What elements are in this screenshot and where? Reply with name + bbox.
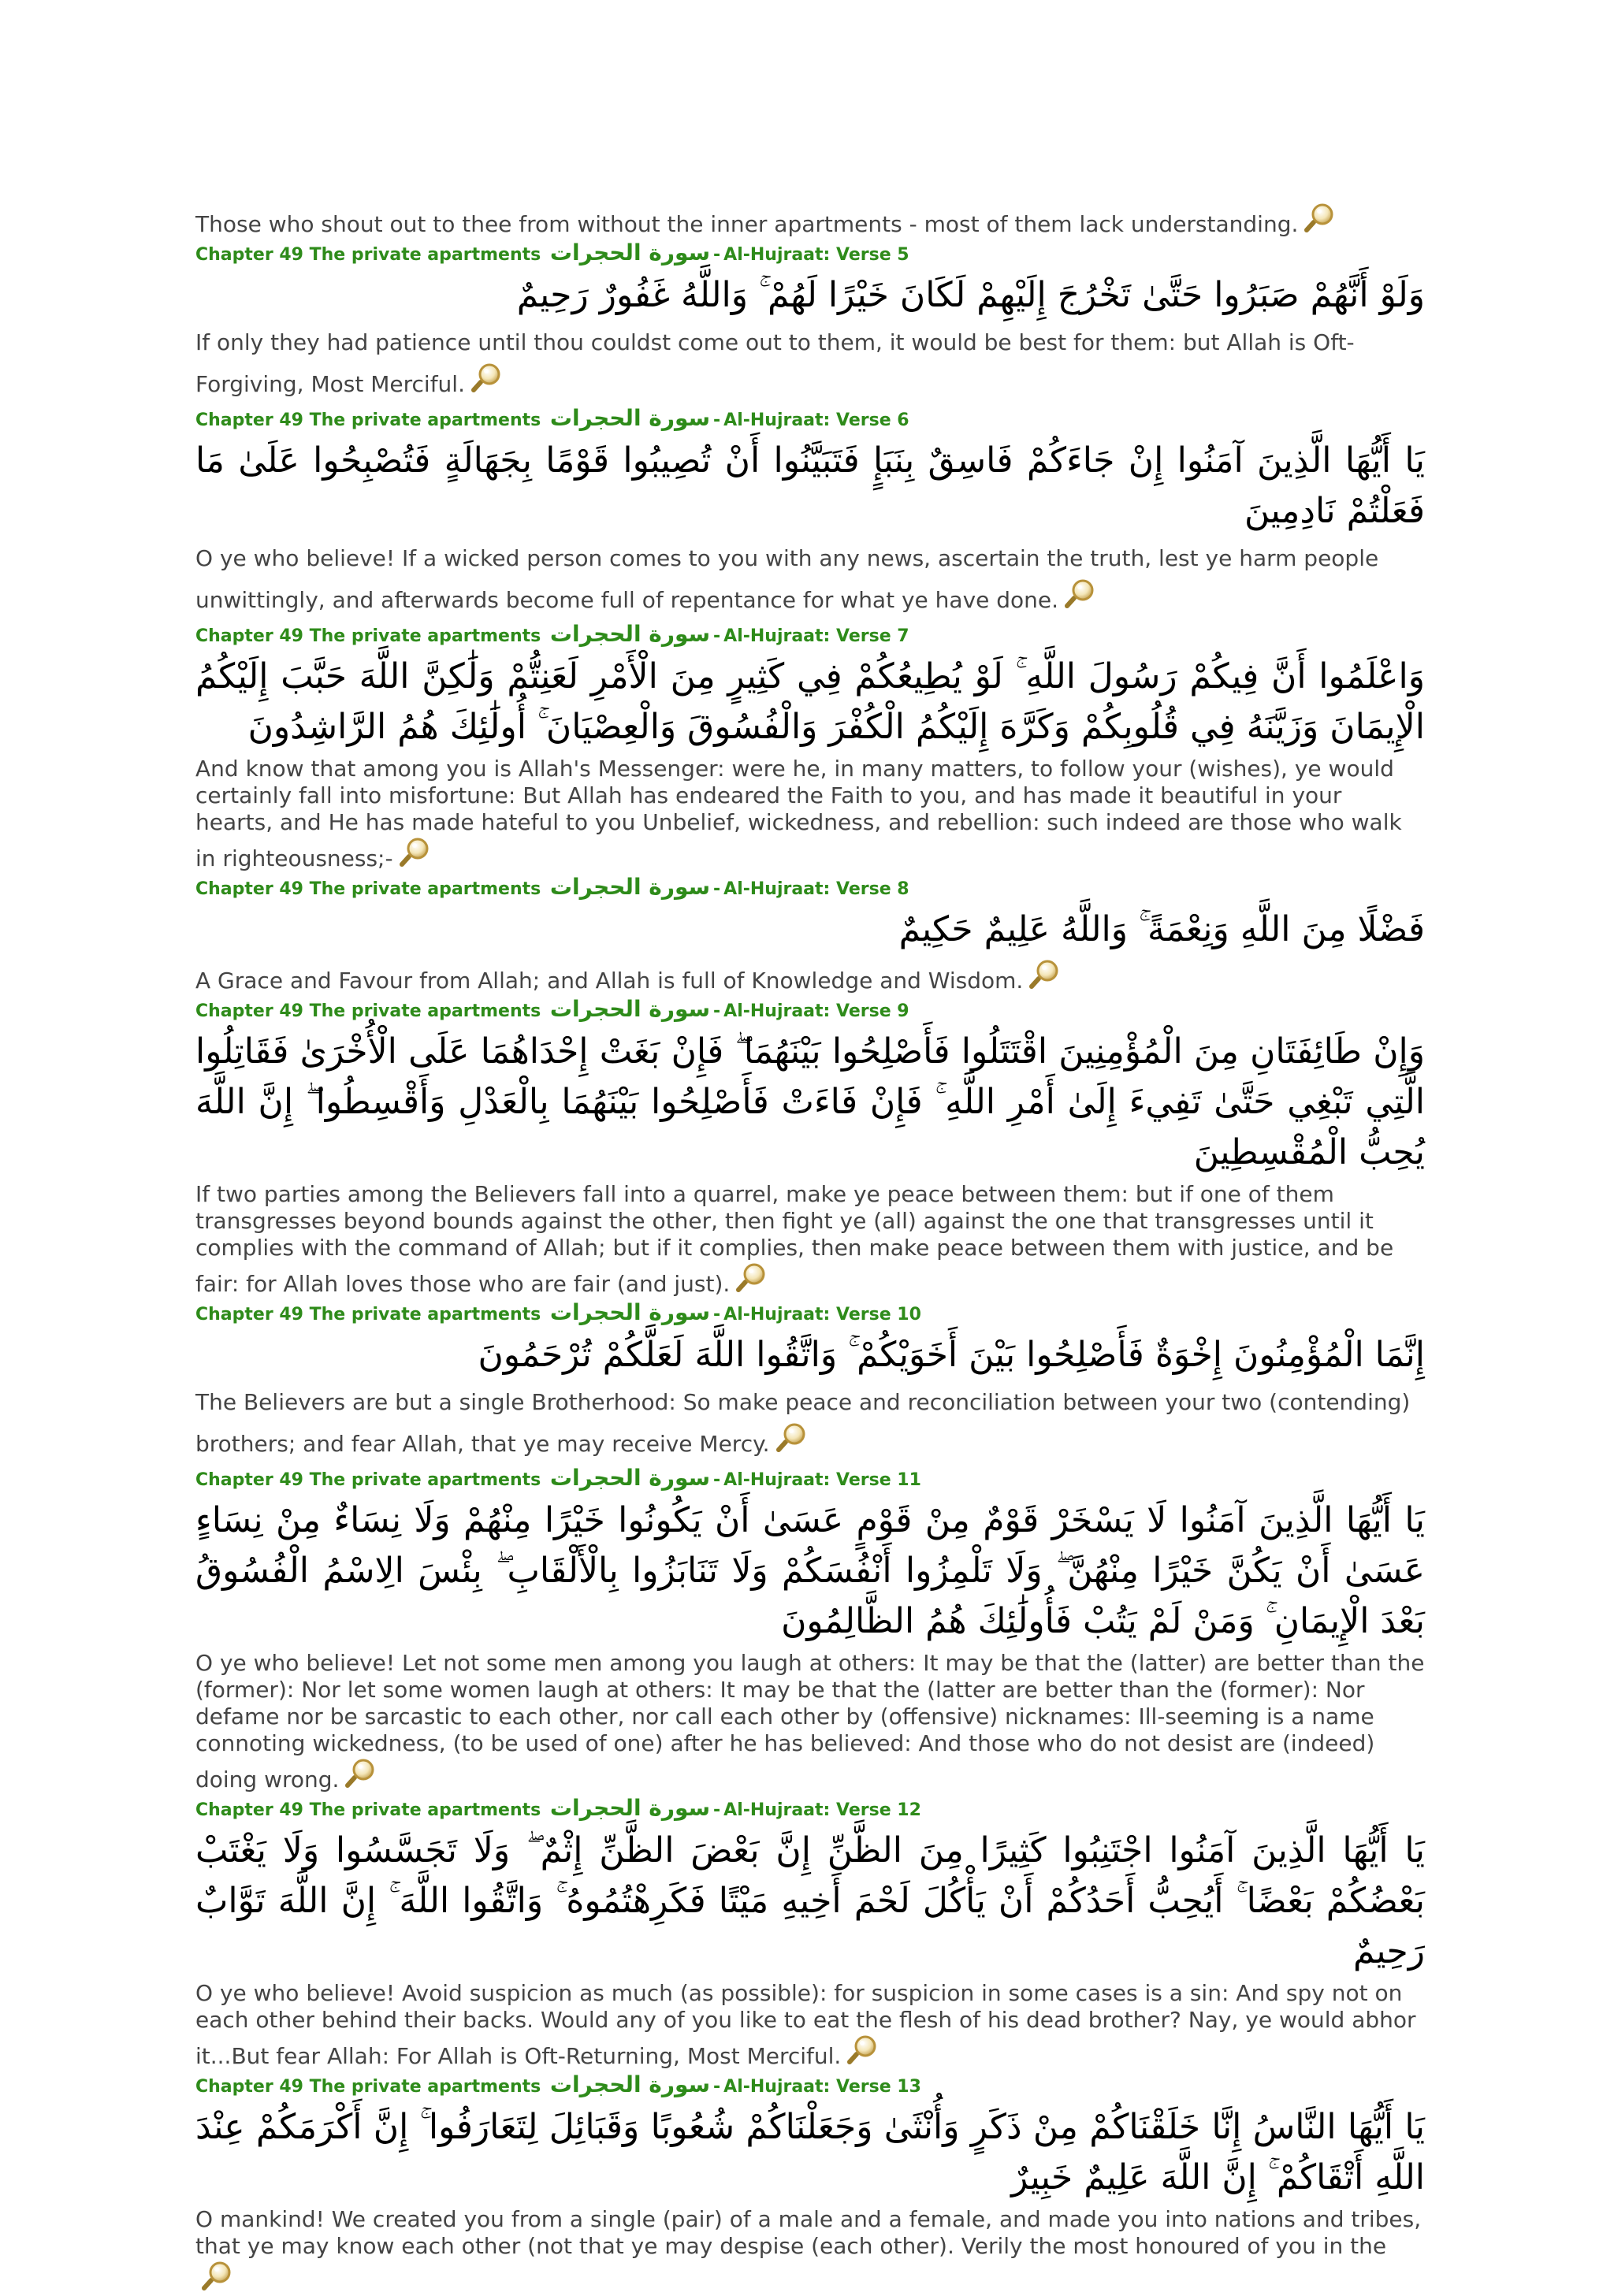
verse-translation xyxy=(195,756,1425,872)
magnifier-icon[interactable] xyxy=(398,836,433,868)
chapter-label: Chapter 49 xyxy=(195,1001,303,1021)
sura-english-name: The private apartments xyxy=(309,2077,541,2097)
arabic-verse-text: يَا أَيُّهَا الَّذِينَ آمَنُوا إِنْ جَاءَكُمْ فَاسِقٌ بِنَبَإٍ فَتَبَيَّنُوا أَنْ تُصِيبُوا قَوْمًا بِجَهَالَةٍ فَتُصْبِحُوا عَلَىٰ مَا فَعَلْتُمْ نَادِمِينَ xyxy=(195,440,1425,531)
translation-text: A Grace and Favour from Allah; and Allah is full of Knowledge and Wisdom. xyxy=(195,968,1024,994)
verse-block xyxy=(195,407,1425,619)
arabic-verse-text: يَا أَيُّهَا النَّاسُ إِنَّا خَلَقْنَاكُمْ مِنْ ذَكَرٍ وَأُنْثَىٰ وَجَعَلْنَاكُمْ شُعُوبًا وَقَبَائِلَ لِتَعَارَفُوا ۚ إِنَّ أَكْرَمَكُمْ عِنْدَ اللَّهِ أَتْقَاكُمْ ۚ إِنَّ اللَّهَ عَلِيمٌ خَبِيرٌ xyxy=(195,2107,1425,2198)
verse-label: Al-Hujraat: Verse 5 xyxy=(723,245,909,265)
arabic-verse-text: إِنَّمَا الْمُؤْمِنُونَ إِخْوَةٌ فَأَصْلِحُوا بَيْنَ أَخَوَيْكُمْ ۚ وَاتَّقُوا اللَّهَ لَعَلَّكُمْ تُرْحَمُونَ xyxy=(478,1335,1425,1375)
arabic-verse-text: وَإِنْ طَائِفَتَانِ مِنَ الْمُؤْمِنِينَ اقْتَتَلُوا فَأَصْلِحُوا بَيْنَهُمَا ۖ فَإِنْ بَغَتْ إِحْدَاهُمَا عَلَى الْأُخْرَىٰ فَقَاتِلُوا الَّتِي تَبْغِي حَتَّىٰ تَفِيءَ إِلَىٰ أَمْرِ اللَّهِ ۚ فَإِنْ فَاءَتْ فَأَصْلِحُوا بَيْنَهُمَا بِالْعَدْلِ وَأَقْسِطُوا ۖ إِنَّ اللَّهَ يُحِبُّ الْمُقْسِطِينَ xyxy=(195,1031,1425,1172)
verse-label: Al-Hujraat: Verse 9 xyxy=(723,1001,909,1021)
verse-header xyxy=(195,241,1425,267)
verse-block xyxy=(195,1301,1425,1463)
chapter-label: Chapter 49 xyxy=(195,1305,303,1324)
sura-english-name: The private apartments xyxy=(309,1305,541,1324)
verse-block xyxy=(195,622,1425,872)
sura-english-name: The private apartments xyxy=(309,879,541,899)
verse-translation xyxy=(195,540,1425,619)
verse-header xyxy=(195,998,1425,1024)
sura-arabic-name: سورة الحجرات xyxy=(549,1795,711,1821)
header-separator: - xyxy=(713,626,721,646)
magnifier-icon[interactable] xyxy=(1028,958,1062,990)
translation-text: O ye who believe! Avoid suspicion as much (as possible): for suspicion in some cases is a sin: And spy not on each other behind their backs. Would any of you like to eat the flesh of his dead brother? Nay, ye would abhor it...But fear Allah: For Allah is Oft-Returning, Most Merciful. xyxy=(195,1980,1416,2069)
verse-header xyxy=(195,407,1425,433)
sura-english-name: The private apartments xyxy=(309,626,541,646)
sura-arabic-name: سورة الحجرات xyxy=(549,2071,711,2097)
verse-translation xyxy=(195,1650,1425,1793)
header-separator: - xyxy=(713,879,721,899)
sura-arabic-name: سورة الحجرات xyxy=(549,874,711,900)
sura-arabic-name: سورة الحجرات xyxy=(549,996,711,1022)
verse-block xyxy=(195,2073,1425,2296)
verse-label: Al-Hujraat: Verse 7 xyxy=(723,626,909,646)
verse-label: Al-Hujraat: Verse 8 xyxy=(723,879,909,899)
sura-arabic-name: سورة الحجرات xyxy=(549,240,711,266)
magnifier-icon[interactable] xyxy=(775,1421,809,1453)
chapter-label: Chapter 49 xyxy=(195,879,303,899)
magnifier-icon[interactable] xyxy=(1303,202,1337,233)
sura-arabic-name: سورة الحجرات xyxy=(549,1299,711,1325)
chapter-label: Chapter 49 xyxy=(195,1470,303,1490)
translation-text: Those who shout out to thee from without the inner apartments - most of them lack understanding. xyxy=(195,211,1299,237)
translation-text: O ye who believe! Let not some men among you laugh at others: It may be that the (latter) are better than the (former): Nor let some women laugh at others: It may be that the (latter are better than the (former): Nor defame nor be sarcastic to each other, nor call each other by (offensive) nicknames: Ill-seeming is a name connoting wickedness, (to be used of one) after he has believed: And those who do not desist are (indeed) doing wrong. xyxy=(195,1650,1425,1793)
magnifier-icon[interactable] xyxy=(846,2034,880,2065)
verse-block xyxy=(195,241,1425,403)
verse-header xyxy=(195,2073,1425,2099)
header-separator: - xyxy=(713,1800,721,1820)
verse-translation xyxy=(195,1384,1425,1463)
verse-header xyxy=(195,875,1425,901)
verse-label: Al-Hujraat: Verse 11 xyxy=(723,1470,921,1490)
verse-header xyxy=(195,1301,1425,1327)
arabic-verse-text: يَا أَيُّهَا الَّذِينَ آمَنُوا اجْتَنِبُوا كَثِيرًا مِنَ الظَّنِّ إِنَّ بَعْضَ الظَّنِّ إِثْمٌ ۖ وَلَا تَجَسَّسُوا وَلَا يَغْتَبْ بَعْضُكُمْ بَعْضًا ۚ أَيُحِبُّ أَحَدُكُمْ أَنْ يَأْكُلَ لَحْمَ أَخِيهِ مَيْتًا فَكَرِهْتُمُوهُ ۚ وَاتَّقُوا اللَّهَ ۚ إِنَّ اللَّهَ تَوَّابٌ رَحِيمٌ xyxy=(195,1830,1425,1971)
header-separator: - xyxy=(713,1470,721,1490)
chapter-label: Chapter 49 xyxy=(195,1800,303,1820)
chapter-label: Chapter 49 xyxy=(195,245,303,265)
verse-label: Al-Hujraat: Verse 13 xyxy=(723,2077,921,2097)
sura-english-name: The private apartments xyxy=(309,1800,541,1820)
header-separator: - xyxy=(713,411,721,430)
translation-text: If only they had patience until thou couldst come out to them, it would be best for them: but Allah is Oft-Forgiving, Most Merciful. xyxy=(195,329,1355,397)
magnifier-icon[interactable] xyxy=(734,1261,769,1293)
verse-header xyxy=(195,622,1425,648)
verse-label: Al-Hujraat: Verse 10 xyxy=(723,1305,921,1324)
header-separator: - xyxy=(713,2077,721,2097)
chapter-label: Chapter 49 xyxy=(195,2077,303,2097)
sura-arabic-name: سورة الحجرات xyxy=(549,1465,711,1491)
sura-english-name: The private apartments xyxy=(309,245,541,265)
sura-english-name: The private apartments xyxy=(309,1001,541,1021)
sura-arabic-name: سورة الحجرات xyxy=(549,405,711,431)
verse-label: Al-Hujraat: Verse 6 xyxy=(723,411,909,430)
header-separator: - xyxy=(713,1001,721,1021)
verse-translation xyxy=(195,324,1425,403)
document-page xyxy=(195,202,1425,2296)
verse-block xyxy=(195,1466,1425,1793)
verse-list xyxy=(195,241,1425,2296)
verse-block xyxy=(195,1796,1425,2070)
header-separator: - xyxy=(713,1305,721,1324)
verse-translation xyxy=(195,1181,1425,1298)
magnifier-icon[interactable] xyxy=(200,2260,235,2291)
verse-block xyxy=(195,998,1425,1298)
arabic-verse-text: فَضْلًا مِنَ اللَّهِ وَنِعْمَةً ۚ وَاللَّهُ عَلِيمٌ حَكِيمٌ xyxy=(898,909,1425,949)
header-separator: - xyxy=(713,245,721,265)
intro-translation xyxy=(195,202,1425,238)
verse-block xyxy=(195,875,1425,994)
verse-header xyxy=(195,1466,1425,1492)
arabic-verse-text: وَلَوْ أَنَّهُمْ صَبَرُوا حَتَّىٰ تَخْرُجَ إِلَيْهِمْ لَكَانَ خَيْرًا لَهُمْ ۚ وَاللَّهُ غَفُورٌ رَحِيمٌ xyxy=(516,275,1425,315)
sura-english-name: The private apartments xyxy=(309,411,541,430)
chapter-label: Chapter 49 xyxy=(195,411,303,430)
chapter-label: Chapter 49 xyxy=(195,626,303,646)
magnifier-icon[interactable] xyxy=(1063,578,1098,609)
verse-header xyxy=(195,1796,1425,1822)
sura-arabic-name: سورة الحجرات xyxy=(549,621,711,647)
translation-text: If two parties among the Believers fall into a quarrel, make ye peace between them: but if one of them transgresses beyond bounds against the other, then fight ye (all) against the one that transgresses until it complies with the command of Allah; but if it complies, then make peace between them with justice, and be fair: for Allah loves those who are fair (and just). xyxy=(195,1181,1394,1297)
verse-translation xyxy=(195,2206,1425,2296)
verse-translation xyxy=(195,1980,1425,2070)
translation-text: And know that among you is Allah's Messenger: were he, in many matters, to follow your (wishes), ye would certainly fall into misfortune: But Allah has endeared the Faith to you, and has made it beautiful in your hearts, and He has made hateful to you Unbelief, wickedness, and rebellion: such indeed are those who walk in righteousness;- xyxy=(195,756,1402,871)
verse-label: Al-Hujraat: Verse 12 xyxy=(723,1800,921,1820)
verse-translation xyxy=(195,958,1425,994)
magnifier-icon[interactable] xyxy=(470,362,504,393)
arabic-verse-text: يَا أَيُّهَا الَّذِينَ آمَنُوا لَا يَسْخَرْ قَوْمٌ مِنْ قَوْمٍ عَسَىٰ أَنْ يَكُونُوا خَيْرًا مِنْهُمْ وَلَا نِسَاءٌ مِنْ نِسَاءٍ عَسَىٰ أَنْ يَكُنَّ خَيْرًا مِنْهُنَّ ۖ وَلَا تَلْمِزُوا أَنْفُسَكُمْ وَلَا تَنَابَزُوا بِالْأَلْقَابِ ۖ بِئْسَ الِاسْمُ الْفُسُوقُ بَعْدَ الْإِيمَانِ ۚ وَمَنْ لَمْ يَتُبْ فَأُولَٰئِكَ هُمُ الظَّالِمُونَ xyxy=(195,1500,1425,1641)
translation-text: The Believers are but a single Brotherhood: So make peace and reconciliation between your two (contending) brothers; and fear Allah, that ye may receive Mercy. xyxy=(195,1389,1411,1457)
sura-english-name: The private apartments xyxy=(309,1470,541,1490)
magnifier-icon[interactable] xyxy=(344,1757,378,1789)
translation-text: O ye who believe! If a wicked person comes to you with any news, ascertain the truth, lest ye harm people unwittingly, and afterwards become full of repentance for what ye have done. xyxy=(195,545,1379,613)
translation-text: O mankind! We created you from a single (pair) of a male and a female, and made you into nations and tribes, that ye may know each other (not that ye may despise (each other). Verily the most honoured of you in the xyxy=(195,2206,1422,2259)
arabic-verse-text: وَاعْلَمُوا أَنَّ فِيكُمْ رَسُولَ اللَّهِ ۚ لَوْ يُطِيعُكُمْ فِي كَثِيرٍ مِنَ الْأَمْرِ لَعَنِتُّمْ وَلَٰكِنَّ اللَّهَ حَبَّبَ إِلَيْكُمُ الْإِيمَانَ وَزَيَّنَهُ فِي قُلُوبِكُمْ وَكَرَّهَ إِلَيْكُمُ الْكُفْرَ وَالْفُسُوقَ وَالْعِصْيَانَ ۚ أُولَٰئِكَ هُمُ الرَّاشِدُونَ xyxy=(195,656,1425,747)
